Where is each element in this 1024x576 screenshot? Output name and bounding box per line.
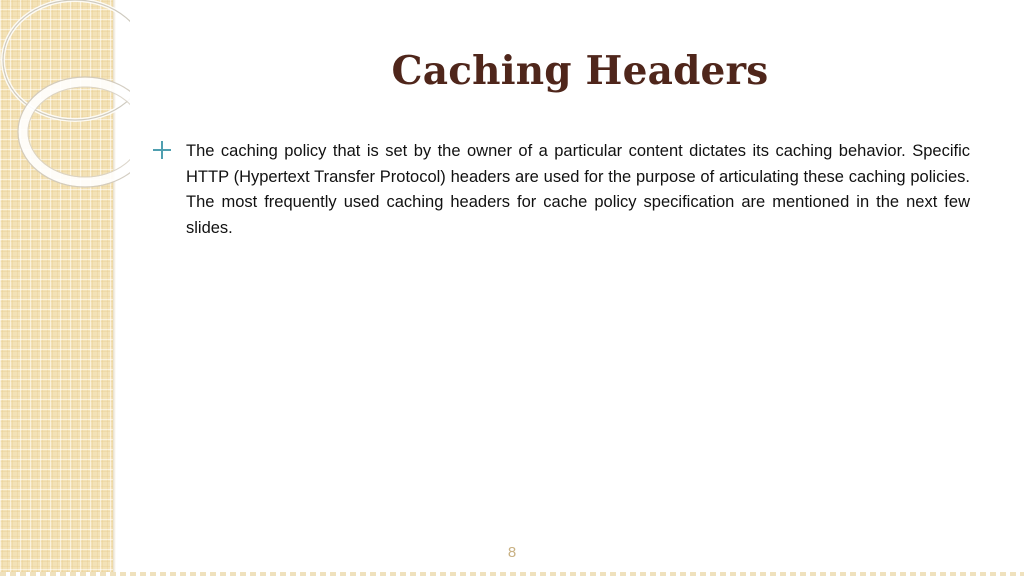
slide-title: Caching Headers [391,48,769,94]
decorative-rings [0,0,130,200]
decorative-bottom-strip [0,572,1024,576]
bullet-text: The caching policy that is set by the owner of a particular content dictates its caching behavior. Specific HTTP (Hypertext Transfer Protocol) headers are used for the purpose of articulating these caching policies. The most frequently used caching headers for cache policy specification are mentioned in the next few slides. [186,142,970,237]
bullet-item [150,138,970,241]
plus-icon [150,138,186,164]
page-number: 8 [507,544,517,561]
